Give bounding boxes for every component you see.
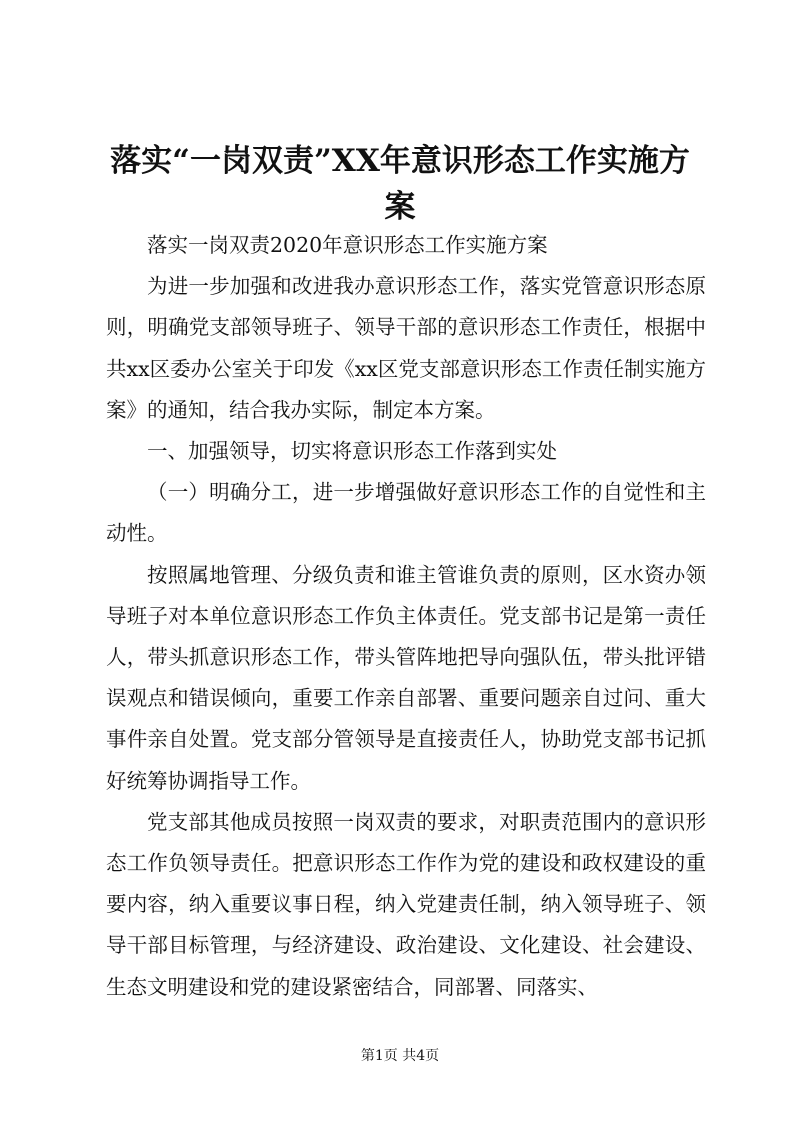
paragraph-subtitle: 落实一岗双责2020年意识形态工作实施方案 [147,233,548,257]
document-title: 落实“一岗双责”XX年意识形态工作实施方案 [110,143,690,225]
paragraph-intro: 为进一步加强和改进我办意识形态工作，落实党管意识形态原则，明确党支部领导班子、领导干部的意识形态工作责任，根据中共xx区委办公室关于印发《xx区党支部意识形态工作责任制实施方案》的通知，结合我办实际，制定本方案。 [106,274,706,422]
subsection-heading-1: （一）明确分工，进一步增强做好意识形态工作的自觉性和主动性。 [106,480,706,546]
page-number-footer: 第1页 共4页 [360,1048,440,1064]
section-heading-1: 一、加强领导，切实将意识形态工作落到实处 [147,439,557,464]
paragraph-members: 党支部其他成员按照一岗双责的要求，对职责范围内的意识形态工作负领导责任。把意识形态工作作为党的建设和政权建设的重要内容，纳入重要议事日程，纳入党建责任制，纳入领导班子、领导干部目标管理，与经济建设、政治建设、文化建设、社会建设、生态文明建设和党的建设紧密结合，同部署、同落实、 [106,809,706,999]
paragraph-responsibility: 按照属地管理、分级负责和谁主管谁负责的原则，区水资办领导班子对本单位意识形态工作负主体责任。党支部书记是第一责任人，带头抓意识形态工作，带头管阵地把导向强队伍，带头批评错误观点和错误倾向，重要工作亲自部署、重要问题亲自过问、重大事件亲自处置。党支部分管领导是直接责任人，协助党支部书记抓好统筹协调指导工作。 [106,562,706,793]
document-body [106,225,706,1008]
